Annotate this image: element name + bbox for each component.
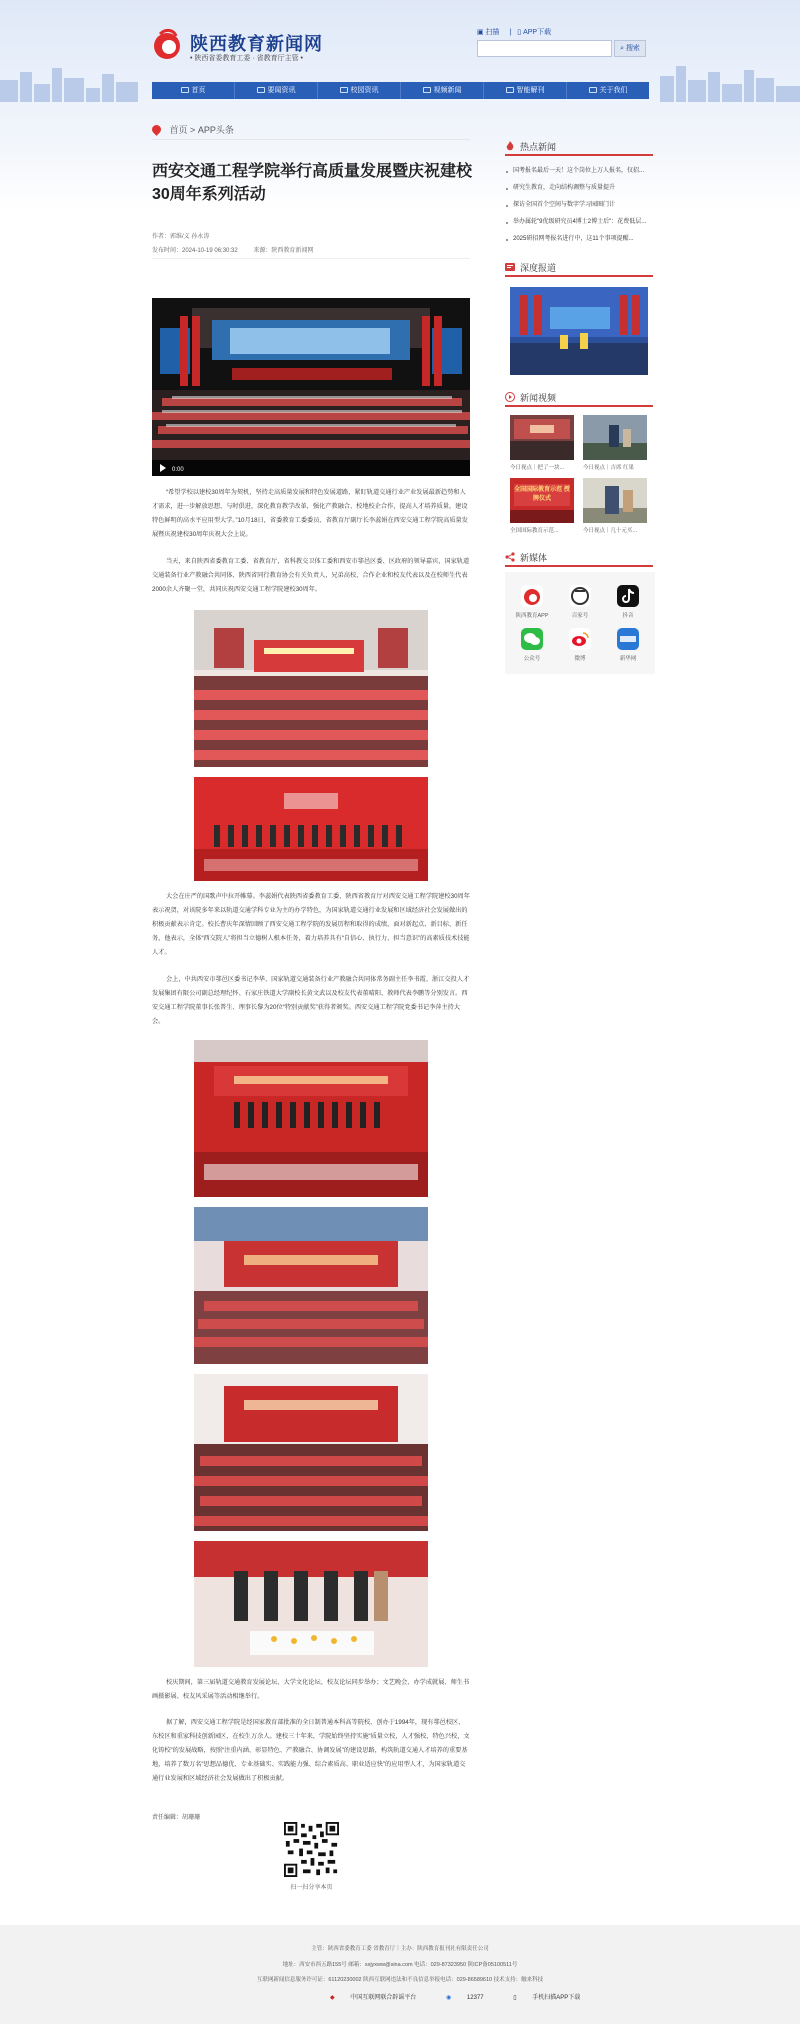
new-media-title: 新媒体 (520, 553, 548, 563)
home-icon (181, 87, 189, 93)
play-circle-icon (505, 392, 515, 402)
nav-label: 视频新闻 (433, 87, 462, 94)
footer-logo-label: 中国互联网联合辟谣平台 (350, 1995, 417, 2001)
video-banner-text: 全国国际教育示范 授牌仪式 (514, 487, 570, 502)
footer-logo-label: 12377 (466, 1995, 484, 2001)
share-qr-code[interactable] (284, 1822, 339, 1877)
weibo-icon (569, 628, 591, 650)
hot-news-item[interactable]: 研究生教育，走向结构调整与质量提升 (505, 180, 655, 197)
divider (505, 275, 653, 277)
media-label: 公众号 (523, 656, 541, 662)
media-app[interactable] (512, 585, 552, 619)
scan-link[interactable]: ▣ 扫描 (477, 29, 500, 36)
article-paragraph: 会上，中共西安市鄠邑区委书记李华、国家轨道交通装备行业产教融合共同体常务副主任李书霞、浙江交投人才发展集团有限公司副总经理纪怀、石家庄铁道大学副校长黄文武以及校友代表董晴阳、教师代表李鹏等分别发言。西安交通工程学院董事长张普生、理事长黎为20位“特别贡献奖”获得者颁奖。西安交通工程学院党委书记李萍主持大会。 (152, 976, 470, 1025)
search-button[interactable] (614, 40, 646, 57)
article-author: 作者：郭维/义 孙永涛 (152, 234, 210, 240)
campus-icon (340, 87, 348, 93)
publish-time: 发布时间：2024-10-19 06:30:32 (152, 248, 238, 254)
deep-report-title: 深度报道 (520, 263, 557, 273)
article-title: 西安交通工程学院举行高质量发展暨庆祝建校30周年系列活动 (152, 163, 473, 203)
video-frame (152, 298, 470, 476)
article-editor: 责任编辑：胡珊珊 (152, 1815, 201, 1821)
top-links (477, 27, 559, 37)
article-video-player[interactable] (152, 298, 470, 476)
media-douyin[interactable] (608, 585, 648, 619)
nav-label: 要闻资讯 (267, 87, 296, 94)
article-photo (194, 1374, 428, 1531)
report-12377-link[interactable] (446, 1995, 498, 2001)
flame-icon (505, 141, 515, 151)
deep-report-heading (505, 261, 556, 274)
media-label: 微博 (574, 656, 586, 662)
site-logo[interactable] (152, 28, 182, 60)
article-photo (194, 777, 428, 881)
play-icon[interactable] (160, 464, 166, 472)
xinhua-icon (617, 628, 639, 650)
hot-news-title: 热点新闻 (520, 142, 557, 152)
hot-news-item[interactable]: 2025研招网考报名进行中，这11个事项提醒... (505, 231, 655, 248)
video-caption[interactable]: 今日视点｜把了一块... (510, 465, 565, 471)
video-caption[interactable]: 今日视点｜几十元买... (583, 528, 638, 534)
breadcrumb-home[interactable]: 首页 (169, 125, 188, 135)
divider (505, 565, 653, 567)
video-thumbnail[interactable] (510, 478, 574, 523)
nav-label: 智能解刊 (516, 87, 545, 94)
media-weibo[interactable] (560, 628, 600, 662)
breadcrumb (152, 123, 234, 136)
nav-item-about[interactable] (567, 82, 649, 99)
nav-label: 校园资讯 (350, 87, 379, 94)
article-meta (152, 245, 327, 254)
nav-item-campus[interactable] (318, 82, 401, 99)
media-label: 新华网 (619, 656, 637, 662)
article-paragraph: 当天，来自陕西省委教育工委、省教育厅，省科教交卫体工委和西安市鄠邑区委、区政府的领导嘉宾，国家轨道交通装备行业产教融合共同体、陕西省同行教育协会有关负责人，兄弟高校、合作企业和校友代表以及在校师生代表2000余人齐聚一堂，共同庆祝西安交通工程学院建校30周年。 (152, 558, 470, 593)
search-input[interactable] (477, 40, 612, 57)
douyin-icon (617, 585, 639, 607)
divider (505, 405, 653, 407)
article-paragraph: 据了解，西安交通工程学院是经国家教育部批准的全日制普通本科高等院校，创办于1994年，现有鄠邑校区、东校区和重家科技创新园区，在校生万余人。建校三十年来，学院始终坚持实施“质量立校，人才强校，特色兴校，文化铸校”的发展战略，按照“注重内涵、彰显特色、产教融合、协调发展”的建设思路，构筑轨道交通人才培养的重要基地，培养了数万名“思想品德优、专业基础实、实践能力强、综合素质高、职业适应快”的应用型人才，为国家轨道交通行业发展和区域经济社会发展做出了积极贡献。 (152, 1719, 470, 1782)
video-controls[interactable] (152, 460, 470, 476)
rumor-platform-link[interactable] (330, 1995, 430, 2001)
video-thumbnail[interactable] (583, 478, 647, 523)
site-title[interactable]: 陕西教育新闻网 (190, 34, 323, 54)
nav-item-home[interactable] (152, 82, 235, 99)
search-button-label: 搜索 (625, 45, 640, 52)
media-wechat[interactable] (512, 628, 552, 662)
hot-news-list (505, 163, 655, 248)
deep-report-image[interactable] (510, 287, 648, 375)
new-media-heading (505, 551, 547, 564)
video-thumbnail[interactable] (510, 415, 574, 460)
nav-item-epaper[interactable] (484, 82, 567, 99)
video-icon (423, 87, 431, 93)
divider (152, 139, 470, 140)
hot-news-item[interactable]: 国考报名最后一天！这个岗位上万人报名，仅招... (505, 163, 655, 180)
hot-news-item[interactable]: 探访全国首个空间与数字学习园圈门计 (505, 197, 655, 214)
hot-news-heading (505, 140, 556, 153)
breadcrumb-separator: > (190, 125, 196, 135)
article-photo (194, 1040, 428, 1197)
divider (505, 154, 653, 156)
about-icon (589, 87, 597, 93)
new-media-panel (505, 572, 655, 674)
app-download-footer-link[interactable] (513, 1995, 594, 2001)
qr-caption: 扫一扫分享本页 (290, 1885, 333, 1891)
media-baijiahao[interactable] (560, 585, 600, 619)
nav-label: 关于我们 (599, 87, 628, 94)
article-photo (194, 1207, 428, 1364)
article-paragraph: “希望学校以建校30周年为契机，坚持走高质量发展和特色发展道路，紧盯轨道交通行业产业发展最新趋势和人才需求，进一步解放思想、与时俱进，深化教育教学改革，强化产教融合、校地校企合作，提高人才培养质量，建设特色鲜明的高水平应用型大学。”10月18日，省委教育工委委员、省教育厅副厅长李蕊娟在西安交通工程学院高质量发展暨庆祝建校30周年庆祝大会上说。 (152, 489, 468, 538)
baijiahao-icon (569, 585, 591, 607)
divider: | (509, 29, 512, 36)
hot-news-item[interactable]: 举办属轮"9优级研究员4博士2博士后"：花费低层... (505, 214, 655, 231)
video-thumbnail[interactable] (583, 415, 647, 460)
share-network-icon (505, 552, 515, 562)
media-label: 百家号 (571, 613, 589, 619)
main-nav (152, 82, 649, 99)
media-label: 陕西教育APP (515, 613, 549, 619)
location-pin-icon (150, 123, 163, 136)
search-icon: ⌕ (620, 45, 624, 52)
footer-license: 互联网新闻信息服务许可证：61120230002 陕西互联网违法和不良信息举报电话：029-86589610 技术支持：触来科技 (256, 1977, 544, 1983)
site-slogan: • 陕西省委教育工委 · 省教育厅主管 • (190, 55, 304, 62)
footer-logo-label: 手机扫描APP下载 (532, 1995, 581, 2001)
phone-icon: ▯ (513, 1995, 517, 2001)
scan-link-label: 扫描 (485, 29, 500, 36)
divider (152, 258, 470, 259)
nav-item-news[interactable] (235, 82, 318, 99)
media-label: 抖音 (622, 613, 634, 619)
footer-sponsor: 主管：陕西省委教育工委 省教育厅｜主办：陕西教育报刊社有限责任公司 (311, 1946, 489, 1952)
article-photo (194, 610, 428, 767)
article-paragraph: 校庆期间，第三届轨道交通教育发展论坛、大学文化论坛、校友论坛同步举办；文艺晚会、办学成就展、师生书画摄影展、校友风采展等活动相继举行。 (152, 1679, 470, 1700)
report-icon (505, 262, 515, 272)
news-video-heading (505, 391, 556, 404)
news-icon (257, 87, 265, 93)
report-12377-icon: ◉ (445, 1995, 452, 2001)
epaper-icon (506, 87, 514, 93)
article-paragraph: 大会在庄严的国歌声中拉开帷幕。李蕊娟代表陕西省委教育工委、陕西省教育厅对西安交通工程学院建校30周年表示祝贺，对该院多年来以轨道交通学科专业为主的办学特色，为国家轨道交通行业发展和区域经济社会发展做出的积极贡献表示肯定。校长曹庆年深情回顾了西安交通工程学院的发展历程和取得的成绩，面对新起点、新目标、新任务，他表示，全体“西交院人”将担当立德树人根本任务，着力培养具有“自信心、执行力、担当意识”的高素质技术技能人才。 (152, 893, 470, 956)
footer-logos (330, 1992, 608, 2001)
app-download-label: APP下载 (523, 29, 552, 36)
wechat-icon (521, 628, 543, 650)
breadcrumb-current[interactable]: APP头条 (197, 125, 234, 135)
footer-contact: 地址：西安市西五路155号 邮箱：sxjyxww@sina.com 电话：029-87323950 陕ICP备05100511号 (282, 1962, 518, 1968)
nav-label: 首页 (191, 87, 206, 94)
app-download-link[interactable]: ▯ APP下载 (517, 29, 552, 36)
article-source: 来源：陕西教育新闻网 (253, 248, 314, 254)
nav-item-video[interactable] (401, 82, 484, 99)
rumor-platform-icon: ◆ (330, 1995, 335, 2001)
article-photo (194, 1541, 428, 1667)
video-caption[interactable]: 全国国际教育示范... (510, 528, 559, 534)
app-logo-icon (521, 585, 543, 607)
news-video-title: 新闻视频 (520, 393, 557, 403)
media-xinhua[interactable] (608, 628, 648, 662)
video-caption[interactable]: 今日视点｜吉席 红果 (583, 465, 635, 471)
video-time: 0:00 (172, 467, 184, 473)
